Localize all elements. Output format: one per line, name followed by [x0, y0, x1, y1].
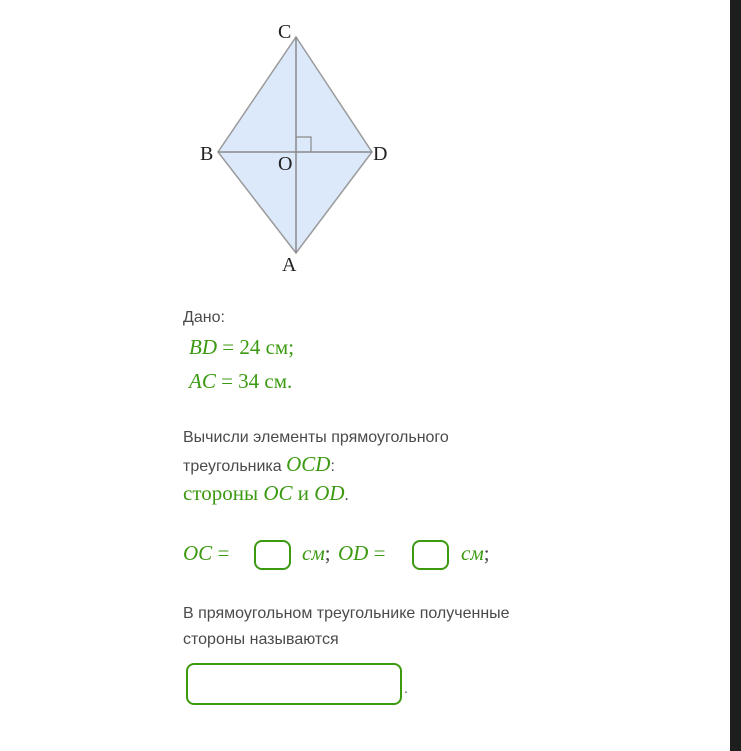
given-bd-value: = 24 см;: [217, 335, 295, 359]
task-sides-dot: .: [344, 487, 349, 504]
task-sides-line: [183, 481, 349, 506]
answer-oc-equals: =: [212, 541, 230, 565]
rhombus-diagram: [190, 15, 420, 280]
answer-od-unit-line: [461, 541, 490, 566]
task-triangle-variable: OCD: [286, 452, 331, 476]
question-line-2: стороны называются: [183, 631, 339, 648]
task-line-2-text: треугольника: [183, 458, 287, 475]
vertex-label-b: B: [200, 143, 214, 165]
answer-end: ;: [483, 541, 490, 565]
given-title: Дано:: [183, 309, 225, 326]
rhombus-shape: [218, 37, 372, 253]
answer-oc-unit: см: [302, 541, 325, 565]
answer-od-equals: =: [368, 541, 386, 565]
task-sides-text: стороны: [183, 481, 264, 505]
question-end-dot: .: [404, 680, 408, 696]
given-bd-variable: BD: [189, 335, 217, 359]
given-bd-line: [189, 335, 294, 360]
given-ac-line: [189, 369, 292, 394]
task-side-oc: OC: [263, 481, 293, 505]
od-answer-input[interactable]: [412, 540, 449, 570]
task-line-2-colon: :: [330, 458, 335, 475]
answer-od-label: [338, 541, 385, 566]
task-sides-and: и: [292, 481, 315, 505]
answer-od-unit: см: [461, 541, 484, 565]
vertex-label-c: C: [278, 21, 292, 43]
task-line-1: Вычисли элементы прямоугольного: [183, 429, 449, 446]
page-right-border: [730, 0, 741, 751]
center-label-o: O: [278, 153, 293, 175]
answer-oc-label: [183, 541, 229, 566]
vertex-label-d: D: [373, 143, 388, 165]
task-side-od: OD: [314, 481, 345, 505]
answer-separator: ;: [324, 541, 331, 565]
oc-answer-input[interactable]: [254, 540, 291, 570]
vertex-label-a: A: [282, 254, 297, 276]
answer-oc-variable: OC: [183, 541, 213, 565]
given-ac-variable: AC: [189, 369, 216, 393]
answer-oc-unit-line: [302, 541, 331, 566]
answer-od-variable: OD: [338, 541, 369, 565]
sides-name-input[interactable]: [186, 663, 402, 705]
question-line-1: В прямоугольном треугольнике полученные: [183, 605, 510, 622]
given-ac-value: = 34 см.: [215, 369, 293, 393]
task-line-2: [183, 452, 335, 479]
